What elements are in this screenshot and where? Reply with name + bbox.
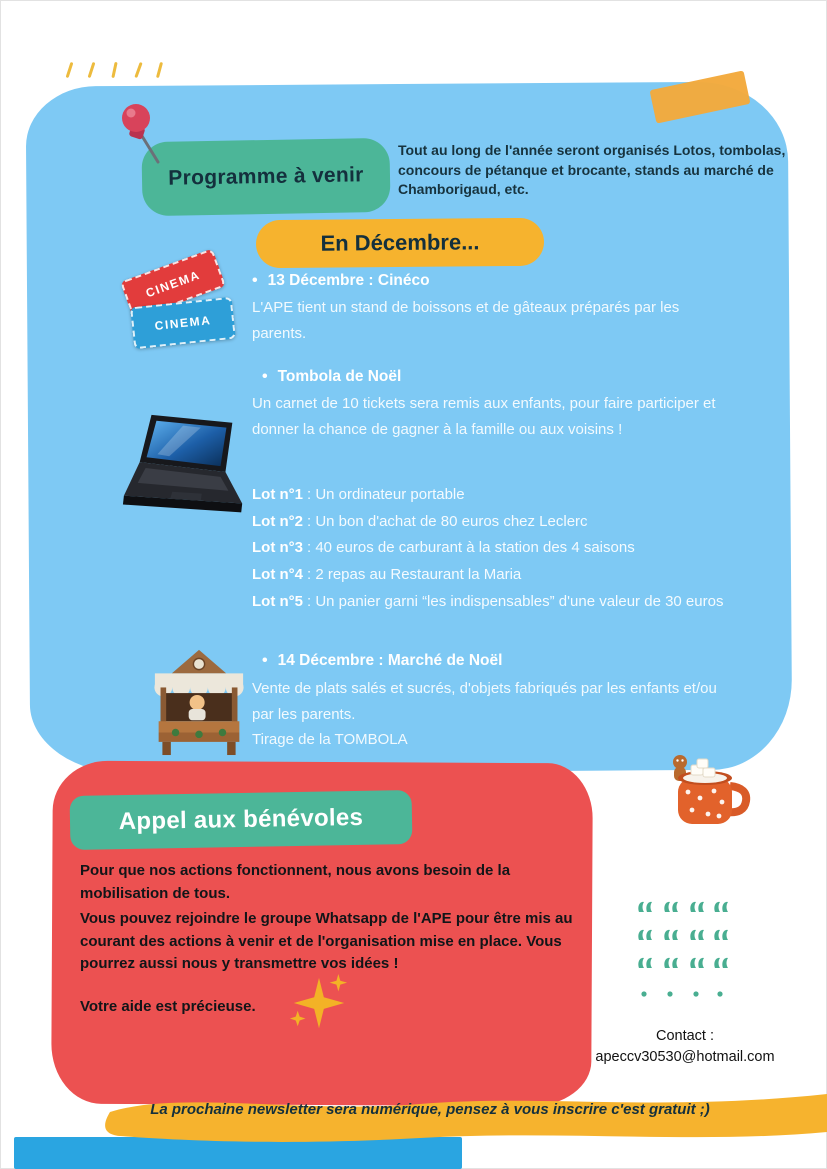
lot-label: Lot n°1 — [252, 486, 303, 503]
lot-line — [252, 535, 767, 562]
lot-label: Lot n°2 — [252, 512, 303, 530]
event1-title-row — [252, 272, 732, 290]
crop-mark-icon — [88, 62, 96, 78]
event2-title: Tombola de Noël — [277, 368, 402, 385]
lots-list — [252, 482, 767, 615]
sparkle-icon — [288, 972, 350, 1034]
december-title: En Décembre... — [320, 229, 480, 256]
event3-title-row — [262, 652, 742, 670]
event2-title-row — [262, 368, 742, 386]
lot-label: Lot n°4 — [252, 566, 303, 584]
lot-line — [252, 482, 767, 509]
volunteers-title-box — [70, 790, 413, 850]
contact-email[interactable]: apeccv30530@hotmail.com — [595, 1049, 775, 1066]
lot-label: Lot n°3 — [252, 539, 303, 557]
pushpin-icon — [108, 96, 178, 168]
quote-marks-decoration — [636, 900, 740, 1006]
program-title: Programme à venir — [168, 163, 364, 190]
contact-label: Contact : — [655, 1028, 715, 1044]
crop-marks — [68, 62, 178, 88]
crop-mark-icon — [111, 62, 117, 78]
bullet-icon — [262, 652, 278, 670]
lot-text: : Un ordinateur portable — [307, 486, 465, 503]
crop-mark-icon — [66, 62, 74, 78]
december-title-pill — [256, 218, 544, 269]
contact-block — [565, 1026, 805, 1068]
lot-text: : Un bon d'achat de 80 euros chez Leclerc — [307, 512, 588, 530]
lot-text: : 40 euros de carburant à la station des 4 saisons — [307, 539, 635, 557]
event1-title: 13 Décembre : Cinéco — [267, 272, 430, 289]
cinema-ticket-label: CINEMA — [153, 313, 213, 333]
volunteers-paragraph-1: Pour que nos actions fonctionnent, nous avons besoin de la mobilisation de tous. — [80, 862, 511, 902]
cinema-tickets-icon — [112, 256, 252, 366]
event1-body: L'APE tient un stand de boissons et de gâteaux préparés par les parents. — [252, 299, 680, 342]
cinema-ticket-label: CINEMA — [143, 267, 203, 301]
lot-text: : 2 repas au Restaurant la Maria — [307, 566, 522, 584]
laptop-icon — [118, 412, 256, 530]
lot-label: Lot n°5 — [252, 592, 303, 610]
lot-line — [252, 562, 767, 589]
lot-line — [252, 509, 767, 536]
lot-line — [252, 589, 767, 616]
crop-mark-icon — [156, 62, 163, 78]
event3-title: 14 Décembre : Marché de Noël — [277, 652, 503, 669]
intro-paragraph: Tout au long de l'année seront organisés Lotos, tombolas, concours de pétanque et brocante, stands au marché de Chamborigaud, etc. — [398, 142, 786, 198]
volunteers-title: Appel aux bénévoles — [118, 803, 364, 836]
crop-mark-icon — [134, 62, 142, 78]
hot-chocolate-mug-icon — [656, 738, 756, 836]
market-stall-icon — [138, 645, 260, 759]
event3-body: Vente de plats salés et sucrés, d'objets fabriqués par les enfants et/ou par les parents. — [252, 680, 717, 723]
volunteers-paragraph-2: Vous pouvez rejoindre le groupe Whatsapp de l'APE pour être mis au courant des actions à venir et de l'organisation mise en place. Vous pourrez aussi nous y transmettre vos idées ! — [80, 910, 573, 972]
event2-body: Un carnet de 10 tickets sera remis aux enfants, pour faire participer et donner la chance de gagner à la famille ou aux voisins ! — [252, 395, 716, 438]
lot-text: : Un panier garni “les indispensables” d'une valeur de 30 euros — [307, 592, 724, 610]
bullet-icon — [262, 368, 278, 386]
event3-body2: Tirage de la TOMBOLA — [252, 731, 408, 748]
footer-text: La prochaine newsletter sera numérique, pensez à vous inscrire c'est gratuit ;) — [150, 1101, 710, 1118]
program-title-box — [141, 138, 390, 216]
volunteers-paragraph-3: Votre aide est précieuse. — [80, 998, 256, 1015]
bullet-icon — [252, 272, 268, 290]
